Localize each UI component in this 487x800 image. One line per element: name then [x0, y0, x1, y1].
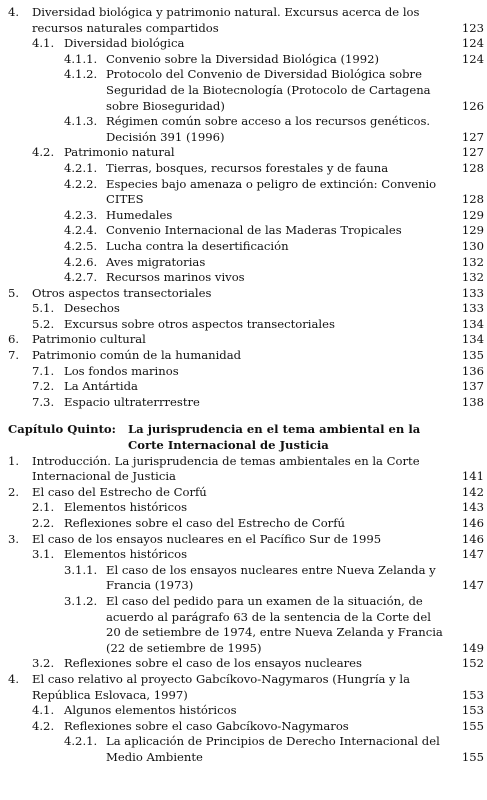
- toc-entry-page: 147: [461, 547, 484, 562]
- toc-entry-number: 2.2.: [32, 516, 55, 530]
- toc-entry: [0, 734, 487, 765]
- toc-entry-number: 4.2.1.: [64, 160, 98, 175]
- toc-entry-page: 146: [461, 516, 484, 530]
- toc-entry: [0, 5, 487, 36]
- toc-entry-page: 147: [461, 578, 484, 593]
- toc-entry-number: 4.1.: [32, 36, 55, 51]
- toc-entry-title: Los fondos marinos: [64, 363, 179, 378]
- toc-entry-number: 3.: [8, 531, 20, 546]
- toc-entry: [0, 516, 487, 532]
- toc-entry: [0, 286, 487, 302]
- toc-entry-title: Protocolo del Convenio de Diversidad Biológica sobre Seguridad de la Biotecnología (Protocolo de Cartagena sobre Bioseguridad): [106, 67, 431, 113]
- toc-entry-number: 7.2.: [32, 379, 55, 394]
- toc-entry-title: Reflexiones sobre el caso del Estrecho de Corfú: [64, 516, 345, 530]
- toc-entry-number: 4.2.: [32, 718, 55, 733]
- toc-entry-page: 136: [461, 363, 484, 378]
- toc-entry-page: 155: [461, 749, 484, 764]
- toc-entry-title: Algunos elementos históricos: [64, 703, 237, 718]
- toc-entry-page: 153: [461, 703, 484, 718]
- toc-section-chapter-four: [0, 5, 487, 410]
- toc-entry-title: Introducción. La jurisprudencia de temas ambientales en la Corte Internacional de Justicia: [32, 453, 420, 484]
- toc-entry-page: 133: [461, 285, 484, 300]
- toc-entry: [0, 332, 487, 348]
- toc-entry-title: Diversidad biológica y patrimonio natural. Excursus acerca de los recursos naturales compartidos: [32, 5, 420, 35]
- toc-entry-title: Recursos marinos vivos: [106, 270, 245, 285]
- toc-entry-page: 138: [461, 394, 484, 409]
- toc-entry-page: 132: [461, 270, 484, 285]
- toc-entry: [0, 177, 487, 208]
- toc-entry-title: Reflexiones sobre el caso Gabcíkovo-Nagymaros: [64, 718, 349, 733]
- toc-entry-number: 4.: [8, 5, 20, 19]
- toc-entry-title: Tierras, bosques, recursos forestales y de fauna: [106, 160, 389, 175]
- chapter-heading: [0, 422, 487, 453]
- toc-entry-number: 3.2.: [32, 656, 55, 671]
- toc-entry-page: 141: [461, 469, 484, 484]
- toc-entry-page: 149: [461, 640, 484, 655]
- toc-entry: [0, 208, 487, 224]
- toc-entry-number: 5.: [8, 285, 20, 300]
- toc-entry-title: Patrimonio natural: [64, 145, 175, 160]
- toc-entry-number: 3.1.1.: [64, 562, 98, 577]
- toc-entry-title: Régimen común sobre acceso a los recursos genéticos. Decisión 391 (1996): [106, 114, 431, 144]
- toc-entry: [0, 379, 487, 395]
- toc-entry-number: 7.3.: [32, 394, 55, 409]
- toc-entry-number: 4.1.1.: [64, 51, 98, 66]
- toc-entry-title: Desechos: [64, 301, 120, 316]
- toc-entry-page: 134: [461, 332, 484, 347]
- toc-entry-title: Lucha contra la desertificación: [106, 238, 289, 253]
- toc-entry-number: 5.1.: [32, 301, 55, 316]
- toc-entry: [0, 672, 487, 703]
- toc-entry-title: Diversidad biológica: [64, 36, 185, 51]
- toc-entry: [0, 485, 487, 501]
- toc-entry: [0, 161, 487, 177]
- toc-entry: [0, 301, 487, 317]
- toc-entry-number: 3.1.: [32, 547, 55, 562]
- toc-entry: [0, 703, 487, 719]
- toc-entry-number: 4.2.: [32, 145, 55, 160]
- toc-entry: [0, 52, 487, 68]
- toc-entry-number: 3.1.2.: [64, 593, 98, 608]
- toc-entry-page: 142: [461, 484, 484, 499]
- toc-entry-page: 152: [461, 656, 484, 671]
- toc-entry-title: El caso del Estrecho de Corfú: [32, 484, 207, 499]
- toc-entry: [0, 364, 487, 380]
- toc-entry-page: 143: [461, 500, 484, 515]
- toc-entry-page: 127: [461, 129, 484, 144]
- toc-entry: [0, 270, 487, 286]
- toc-entry-title: Elementos históricos: [64, 500, 188, 515]
- toc-entry-number: 4.2.6.: [64, 254, 98, 269]
- toc-entry-page: 130: [461, 238, 484, 253]
- toc-entry-title: Aves migratorias: [106, 254, 206, 269]
- chapter-title: La jurisprudencia en el tema ambiental en la Corte Internacional de Justicia: [128, 422, 421, 453]
- toc-entry-page: 133: [461, 301, 484, 316]
- toc-entry-title: Convenio sobre la Diversidad Biológica (1992): [106, 51, 380, 66]
- toc-entry-title: Patrimonio común de la humanidad: [32, 348, 242, 363]
- toc-entry-title: Patrimonio cultural: [32, 332, 146, 347]
- toc-entry-number: 4.1.2.: [64, 67, 98, 82]
- toc-entry-title: Convenio Internacional de las Maderas Tropicales: [106, 223, 402, 238]
- toc-entry-number: 7.1.: [32, 363, 55, 378]
- toc-entry-title: Humedales: [106, 207, 173, 222]
- toc-entry-page: 135: [461, 348, 484, 363]
- chapter-label: Capítulo Quinto:: [8, 422, 116, 437]
- toc-entry-page: 129: [461, 223, 484, 238]
- toc-entry-page: 134: [461, 316, 484, 331]
- toc-entry-title: Elementos históricos: [64, 547, 188, 562]
- toc-entry: [0, 255, 487, 271]
- toc-entry-title: Espacio ultraterrrestre: [64, 394, 200, 409]
- toc-entry: [0, 656, 487, 672]
- toc-entry-page: 153: [461, 687, 484, 702]
- toc-entry: [0, 67, 487, 114]
- toc-entry-number: 4.2.3.: [64, 207, 98, 222]
- toc-entry-page: 129: [461, 207, 484, 222]
- toc-entry-number: 4.2.5.: [64, 238, 98, 253]
- toc-entry: [0, 239, 487, 255]
- toc-entry-title: El caso de los ensayos nucleares en el Pacífico Sur de 1995: [32, 531, 382, 546]
- toc-entry-page: 155: [461, 718, 484, 733]
- toc-entry-page: 127: [461, 145, 484, 160]
- toc-entry-title: Otros aspectos transectoriales: [32, 285, 212, 300]
- toc-section-chapter-five: [0, 454, 487, 766]
- toc-entry-page: 126: [461, 98, 484, 113]
- toc-entry-page: 124: [461, 36, 484, 51]
- table-of-contents: [0, 5, 487, 766]
- toc-entry: [0, 594, 487, 656]
- toc-entry-title: El caso de los ensayos nucleares entre Nueva Zelanda y Francia (1973): [106, 562, 436, 593]
- toc-entry-page: 123: [461, 20, 484, 35]
- chapter-gap: [0, 410, 487, 422]
- toc-entry-number: 4.2.2.: [64, 176, 98, 191]
- toc-entry-number: 6.: [8, 332, 20, 347]
- toc-entry: [0, 36, 487, 52]
- toc-entry-page: 128: [461, 192, 484, 207]
- toc-entry: [0, 563, 487, 594]
- toc-entry: [0, 454, 487, 485]
- toc-entry-number: 4.1.: [32, 703, 55, 718]
- toc-entry: [0, 395, 487, 411]
- toc-entry-page: 128: [461, 160, 484, 175]
- toc-entry-title: El caso relativo al proyecto Gabcíkovo-Nagymaros (Hungría y la República Eslovaca, 1997): [32, 671, 410, 702]
- toc-entry: [0, 719, 487, 735]
- toc-entry-page: 124: [461, 51, 484, 66]
- toc-entry-number: 4.: [8, 671, 20, 686]
- toc-entry: [0, 348, 487, 364]
- toc-entry-number: 4.2.1.: [64, 734, 98, 749]
- toc-entry-number: 7.: [8, 348, 20, 363]
- toc-entry-title: Excursus sobre otros aspectos transectoriales: [64, 316, 335, 331]
- toc-entry: [0, 317, 487, 333]
- toc-entry-number: 4.2.7.: [64, 270, 98, 285]
- toc-entry: [0, 547, 487, 563]
- toc-entry-page: 137: [461, 379, 484, 394]
- toc-entry-title: La aplicación de Principios de Derecho Internacional del Medio Ambiente: [106, 734, 440, 764]
- toc-entry-title: Reflexiones sobre el caso de los ensayos nucleares: [64, 656, 362, 671]
- toc-entry-page: 146: [461, 531, 484, 546]
- toc-entry: [0, 145, 487, 161]
- toc-entry-number: 2.1.: [32, 500, 55, 515]
- toc-entry: [0, 532, 487, 548]
- toc-entry-page: 132: [461, 254, 484, 269]
- toc-entry-number: 2.: [8, 484, 20, 499]
- toc-entry: [0, 500, 487, 516]
- toc-entry-number: 4.2.4.: [64, 223, 98, 238]
- toc-entry-number: 5.2.: [32, 316, 55, 331]
- toc-entry-title: Especies bajo amenaza o peligro de extinción: Convenio CITES: [106, 176, 437, 207]
- toc-entry-number: 1.: [8, 453, 20, 468]
- toc-entry-title: El caso del pedido para un examen de la situación, de acuerdo al parágrafo 63 de la sentencia de la Corte del 20 de setiembre de 1974, entre Nueva Zelanda y Francia (22 de setiembre de 1995): [106, 593, 443, 655]
- toc-entry-number: 4.1.3.: [64, 114, 98, 129]
- toc-entry-title: La Antártida: [64, 379, 138, 394]
- toc-entry: [0, 223, 487, 239]
- toc-entry: [0, 114, 487, 145]
